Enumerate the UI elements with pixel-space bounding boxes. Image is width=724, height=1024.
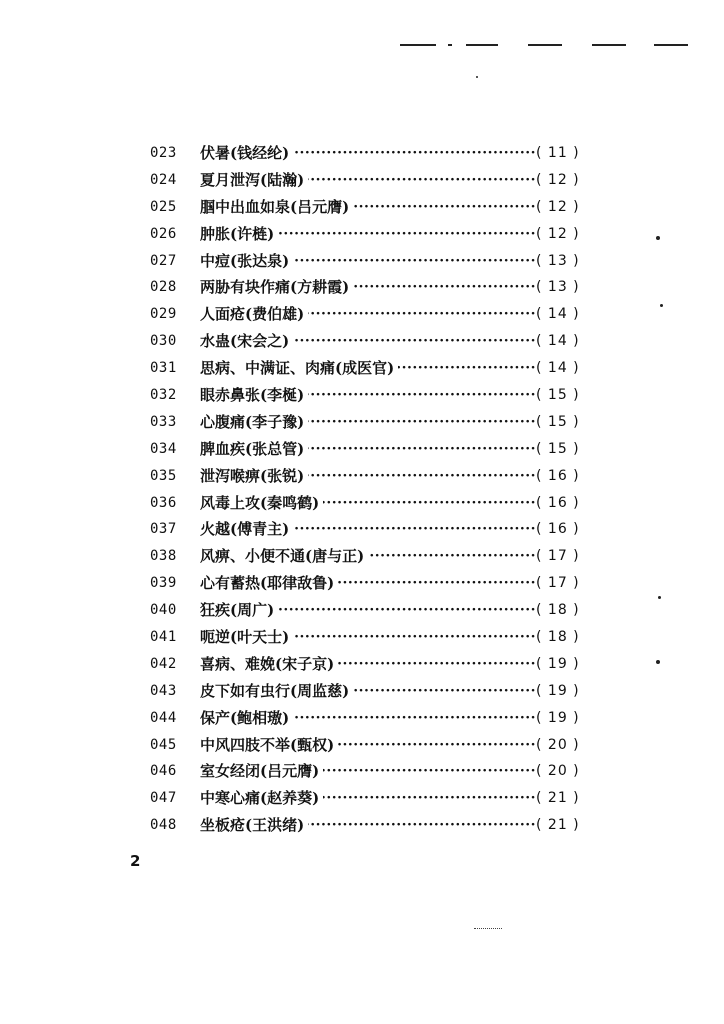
toc-entry-title: 心腹痛(李子豫): [200, 409, 308, 436]
toc-entry-title: 中风四肢不举(甄权): [200, 732, 338, 759]
toc-entry-title: 室女经闭(吕元膺): [200, 758, 323, 785]
toc-entry-title: 心有蓄热(耶律敌鲁): [200, 570, 338, 597]
toc-entry: [0, 705, 724, 732]
toc-entry-number: 040: [150, 602, 177, 619]
toc-entry: [0, 732, 724, 759]
header-rule-line: [0, 44, 724, 48]
toc-entry: [0, 248, 724, 275]
toc-entry-title: 风毒上攻(秦鸣鹤): [200, 490, 323, 517]
toc-entry-page: ( 19 ): [536, 709, 580, 726]
toc-entry-page: ( 14 ): [536, 306, 580, 323]
toc-entry-page: ( 16 ): [536, 467, 580, 484]
toc-entry-page: ( 19 ): [536, 682, 580, 699]
toc-entry-number: 038: [150, 548, 177, 565]
toc-entry: [0, 355, 724, 382]
toc-entry-number: 043: [150, 682, 177, 699]
toc-entry-title: 坐板疮(王洪绪): [200, 812, 308, 839]
toc-entry: [0, 221, 724, 248]
footer-mark: [474, 928, 502, 930]
toc-entry-title: 风痹、小便不通(唐与正): [200, 543, 368, 570]
toc-entry-title: 两胁有块作痛(方耕霞): [200, 274, 353, 301]
toc-entry-title: 呃逆(叶天士): [200, 624, 293, 651]
toc-entry: [0, 570, 724, 597]
toc-entry-number: 045: [150, 736, 177, 753]
toc-entry-page: ( 13 ): [536, 252, 580, 269]
toc-entry-title: 中寒心痛(赵养葵): [200, 785, 323, 812]
toc-entry-title: 喜病、难娩(宋子京): [200, 651, 338, 678]
toc-entry-page: ( 11 ): [536, 145, 580, 161]
toc-entry: [0, 463, 724, 490]
toc-entry-number: 028: [150, 279, 177, 296]
toc-entry-number: 041: [150, 629, 177, 646]
toc-entry-title: 人面疮(费伯雄): [200, 301, 308, 328]
table-of-contents: [0, 140, 724, 839]
toc-entry-title: 狂疾(周广): [200, 597, 278, 624]
toc-entry-title: 肿胀(许梿): [200, 221, 278, 248]
toc-entry: [0, 436, 724, 463]
toc-entry-title: 火越(傅青主): [200, 516, 293, 543]
toc-entry: [0, 624, 724, 651]
toc-entry-title: 保产(鲍相璈): [200, 705, 293, 732]
toc-entry-title: 眼赤鼻张(李梴): [200, 382, 308, 409]
toc-entry: [0, 194, 724, 221]
toc-entry-title: 皮下如有虫行(周监慈): [200, 678, 353, 705]
toc-entry: [0, 140, 724, 167]
toc-entry-title: 思病、中满证、肉痛(成医官): [200, 355, 398, 382]
toc-entry-page: ( 15 ): [536, 413, 580, 430]
toc-entry: [0, 167, 724, 194]
toc-entry-number: 034: [150, 440, 177, 457]
toc-entry-number: 039: [150, 575, 177, 592]
toc-entry-page: ( 18 ): [536, 602, 580, 619]
toc-entry-number: 047: [150, 790, 177, 807]
toc-entry: [0, 678, 724, 705]
toc-entry-page: ( 18 ): [536, 629, 580, 646]
toc-entry: [0, 543, 724, 570]
page-number: 2: [130, 852, 141, 870]
toc-entry-number: 023: [150, 145, 177, 161]
toc-entry-page: ( 17 ): [536, 575, 580, 592]
toc-entry: [0, 651, 724, 678]
toc-entry-page: ( 14 ): [536, 333, 580, 350]
toc-entry-page: ( 13 ): [536, 279, 580, 296]
toc-entry-number: 024: [150, 171, 177, 188]
toc-entry: [0, 328, 724, 355]
toc-entry: [0, 812, 724, 839]
toc-entry: [0, 490, 724, 517]
toc-entry: [0, 274, 724, 301]
toc-entry: [0, 758, 724, 785]
toc-entry-title: 脾血疾(张总管): [200, 436, 308, 463]
toc-entry-page: ( 15 ): [536, 440, 580, 457]
toc-entry-page: ( 16 ): [536, 521, 580, 538]
scan-speck: [658, 596, 661, 599]
toc-entry-number: 035: [150, 467, 177, 484]
toc-entry-page: ( 15 ): [536, 387, 580, 404]
toc-entry-page: ( 14 ): [536, 360, 580, 377]
toc-entry-title: 水蛊(宋会之): [200, 328, 293, 355]
toc-entry-title: 泄泻喉痹(张锐): [200, 463, 308, 490]
toc-entry-page: ( 16 ): [536, 494, 580, 511]
toc-entry: [0, 597, 724, 624]
toc-entry-number: 044: [150, 709, 177, 726]
toc-entry: [0, 785, 724, 812]
toc-entry-number: 032: [150, 387, 177, 404]
toc-entry-title: 夏月泄泻(陆瀚): [200, 167, 308, 194]
toc-entry-number: 026: [150, 225, 177, 242]
toc-entry-page: ( 20 ): [536, 763, 580, 780]
toc-entry: [0, 382, 724, 409]
toc-entry-number: 029: [150, 306, 177, 323]
scan-speck: [656, 236, 660, 240]
toc-entry-number: 031: [150, 360, 177, 377]
toc-entry-page: ( 21 ): [536, 790, 580, 807]
toc-entry-page: ( 17 ): [536, 548, 580, 565]
toc-entry-number: 046: [150, 763, 177, 780]
toc-entry-number: 042: [150, 655, 177, 672]
toc-entry: [0, 409, 724, 436]
scan-speck: [660, 304, 663, 307]
toc-entry-page: ( 12 ): [536, 225, 580, 242]
toc-entry-number: 027: [150, 252, 177, 269]
toc-entry-page: ( 20 ): [536, 736, 580, 753]
toc-entry-number: 036: [150, 494, 177, 511]
scan-speck: [476, 76, 478, 78]
toc-entry-page: ( 12 ): [536, 198, 580, 215]
toc-entry-number: 048: [150, 817, 177, 834]
toc-entry: [0, 516, 724, 543]
toc-entry-page: ( 19 ): [536, 655, 580, 672]
toc-entry-number: 025: [150, 198, 177, 215]
toc-entry-number: 037: [150, 521, 177, 538]
toc-entry: [0, 301, 724, 328]
toc-entry-page: ( 12 ): [536, 171, 580, 188]
toc-entry-title: 腘中出血如泉(吕元膺): [200, 194, 353, 221]
toc-entry-title: 伏暑(钱经纶): [200, 140, 293, 167]
toc-entry-title: 中痘(张达泉): [200, 248, 293, 275]
toc-entry-number: 033: [150, 413, 177, 430]
scan-speck: [656, 660, 660, 664]
toc-entry-page: ( 21 ): [536, 817, 580, 834]
toc-entry-number: 030: [150, 333, 177, 350]
